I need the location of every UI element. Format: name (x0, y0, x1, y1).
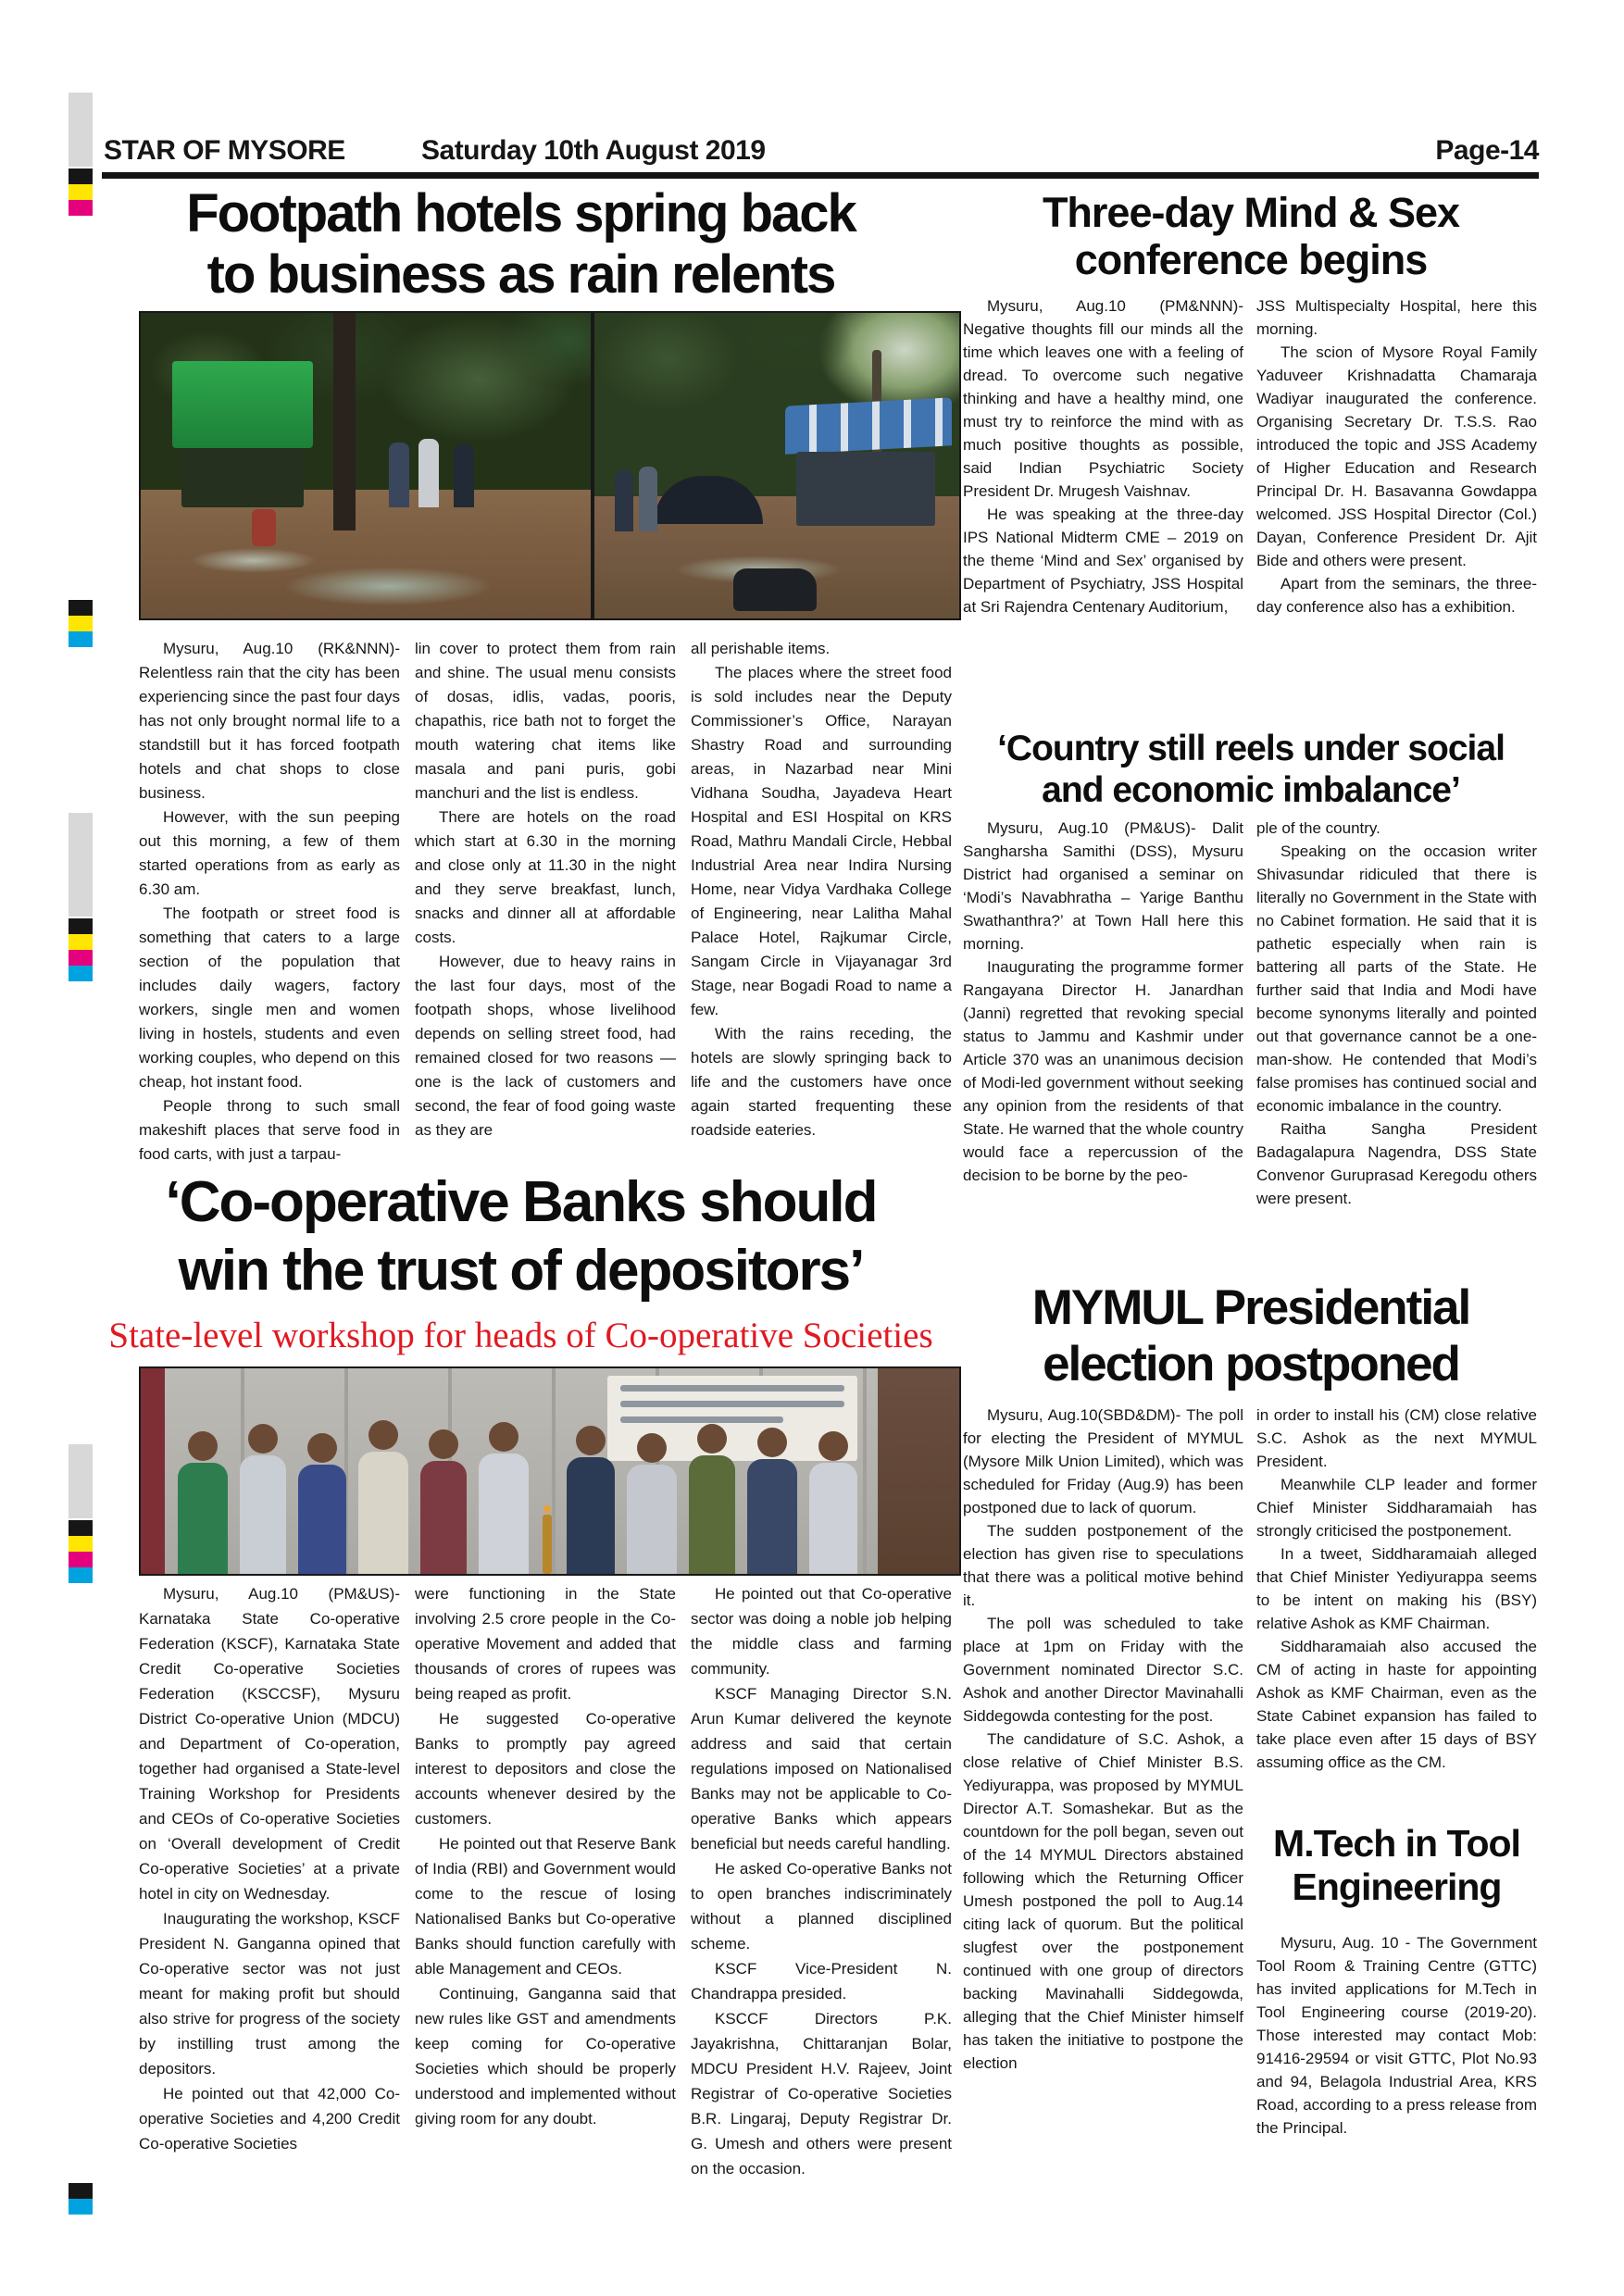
body-paragraph: all perishable items. (691, 640, 831, 657)
body-paragraph: He pointed out that Co-operative sector was doing a noble job helping the middle class and farming community. (691, 1585, 952, 1678)
body-paragraph: The sudden postponement of the election has given rise to speculations that there was a political motive behind it. (963, 1522, 1243, 1609)
registration-cyan-mark (69, 631, 93, 647)
body-paragraph: JSS Multispecialty Hospital, here this morning. (1256, 297, 1537, 338)
person-figure (358, 1420, 408, 1574)
dignitaries-row (178, 1420, 857, 1574)
body-paragraph: Inaugurating the workshop, KSCF President N. Ganganna opined that Co-operative sector was not just meant for making profit but should also strive for progress of the society by instilling trust among the depositors. (139, 1910, 400, 2078)
body-paragraph: Mysuru, Aug.10 (PM&NNN)- Negative thoughts fill our minds all the time which leaves one with a feeling of dread. To overcome such negative thinking and have a healthy mind, one must try to reinforce the mind with as much positive thoughts as possible, said Indian Psychiatric Society President Dr. Mrugesh Vaishnav. (963, 297, 1243, 500)
muddy-ground (141, 490, 591, 618)
body-paragraph: Mysuru, Aug.10(SBD&DM)- The poll for electing the President of MYMUL (Mysore Milk Union Limited), which was scheduled for Friday (Aug.9) has been postponed due to lack of quorum. (963, 1406, 1243, 1516)
headline-line: conference begins (1074, 236, 1428, 283)
body-paragraph: He pointed out that 42,000 Co-operative Societies and 4,200 Credit Co-operative Societies (139, 2085, 400, 2152)
person-figure (639, 467, 657, 531)
registration-grey-bar (69, 813, 93, 917)
body-paragraph: The scion of Mysore Royal Family Yaduveer Krishnadatta Chamaraja Wadiyar inaugurated the conference. Organising Secretary Dr. T.S.S. Rao introduced the topic and JSS Academy of Higher Education and Research Principal Dr. H. Basavanna Gowdappa welcomed. JSS Hospital Director (Col.) Dayan, Conference President Dr. Ajit Bide and others were present. (1256, 343, 1537, 569)
country-column-1 (963, 817, 1243, 1284)
registration-black-mark (69, 1520, 93, 1536)
mind-sex-column-1 (963, 294, 1243, 730)
body-paragraph: In a tweet, Siddharamaiah alleged that Chief Minister Yediyurappa seems to be intent on making his (BSY) relative Ashok as KMF Chairman. (1256, 1545, 1537, 1632)
mind-sex-column-2 (1256, 294, 1537, 730)
cart-body (181, 448, 304, 507)
person-figure (689, 1424, 735, 1574)
headline-line: win the trust of depositors’ (178, 1239, 864, 1303)
body-paragraph: Inaugurating the programme former Rangayana Director H. Janardhan (Janni) regretted that revoking special status to Jammu and Kashmir under Article 370 was an unanimous decision of Modi-led government without seeking any opinion from the residents of that State. He warned that the whole country would face a repercussion of the decision to be borne by the peo- (963, 958, 1243, 1184)
headline-line: to business as rain relents (206, 244, 835, 305)
header-rule (102, 172, 1539, 179)
registration-black-mark (69, 918, 93, 934)
footpath-photo-right (593, 311, 961, 620)
body-paragraph: KSCCF Directors P.K. Jayakrishna, Chittaranjan Bolar, MDCU President H.V. Rajeev, Joint Registrar of Co-operative Societies B.R. Lingaraj, Deputy Registrar Dr. G. Umesh and others were present on the occasion. (691, 2010, 952, 2177)
footpath-photo-left (139, 311, 593, 620)
wooden-door (878, 1368, 959, 1574)
coop-article-headline (102, 1168, 940, 1305)
headline-line: MYMUL Presidential (1031, 1280, 1470, 1335)
person-figure (479, 1422, 529, 1574)
body-paragraph: However, with the sun peeping out this morning, a few of them started operations from as early as 6.30 am. (139, 808, 400, 898)
registration-cyan-mark (69, 2199, 93, 2215)
headline-line: election postponed (1043, 1337, 1459, 1391)
headline-line: Three-day Mind & Sex (1042, 189, 1460, 236)
workshop-photo (139, 1366, 961, 1576)
mind-sex-article-headline (963, 189, 1539, 283)
coop-column-2 (415, 1581, 676, 2220)
cart-body (796, 452, 935, 526)
body-paragraph: KSCF Vice-President N. Chandrappa presided. (691, 1960, 952, 2003)
body-paragraph: The candidature of S.C. Ashok, a close relative of Chief Minister B.S. Yediyurappa, was proposed by MYMUL Director A.T. Somashekar. But as the countdown for the poll began, seven out of the 14 MYMUL Directors abstained following which the Returning Officer Umesh postponed the poll to Aug.14 citing lack of quorum. But the political slugfest over the postponement continued with one group of directors backing Mavinahalli Siddegowda, alleging that the Chief Minister himself has taken the initiative to postpone the election (963, 1730, 1243, 2072)
body-paragraph: Mysuru, Aug.10 (PM&US)- Karnataka State Co-operative Federation (KSCF), Karnataka State Credit Co-operative Societies Federation (KSCCSF), Mysuru District Co-operative Union (MDCU) and Department of Co-operation, together had organised a State-level Training Workshop for Presidents and CEOs of Co-operative Societies on ‘Overall development of Credit Co-operative Societies’ at a private hotel in city on Wednesday. (139, 1585, 400, 1903)
brass-lamp (540, 1505, 555, 1574)
body-paragraph: The places where the street food is sold includes near the Deputy Commissioner’s Office, Narayan Shastry Road and surrounding areas, in Nazarbad near Mini Vidhana Soudha, Jayadeva Heart Hospital and ESI Hospital on KRS Road, Mathru Mandali Circle, Hebbal Industrial Area near Indira Nursing Home, near Vidya Vardhaka College of Engineering, near Lalitha Mahal Palace Hotel, Rajkumar Circle, Sangam Circle in Vijayanagar 3rd Stage, near Bogadi Road to name a few. (691, 664, 952, 1018)
masthead-title: STAR OF MYSORE (104, 135, 345, 166)
body-paragraph: lin cover to protect them from rain and shine. The usual menu consists of dosas, idlis, vadas, pooris, chapathis, rice bath not to forget the mouth watering chat items like masala and pani puris, gobi manchuri and the list is endless. (415, 640, 676, 802)
body-paragraph: in order to install his (CM) close relative S.C. Ashok as the next MYMUL President. (1256, 1406, 1537, 1470)
footpath-column-3 (691, 637, 952, 1172)
body-paragraph: The footpath or street food is something that caters to a large section of the population that includes daily wagers, factory workers, single men and women living in hostels, students and even working couples, who depend on this cheap, hot instant food. (139, 905, 400, 1091)
masthead-page-number: Page-14 (1435, 135, 1539, 166)
body-paragraph: Continuing, Ganganna said that new rules like GST and amendments keep coming for Co-operative Societies which should be properly understood and implemented without giving room for any doubt. (415, 1985, 676, 2128)
body-paragraph: Meanwhile CLP leader and former Chief Minister Siddharamaiah has strongly criticised the postponement. (1256, 1476, 1537, 1540)
headline-line: ‘Co-operative Banks should (165, 1170, 877, 1234)
registration-cyan-mark (69, 966, 93, 981)
registration-yellow-mark (69, 1536, 93, 1552)
body-paragraph: Mysuru, Aug. 10 - The Government Tool Room & Training Centre (GTTC) has invited applications for M.Tech in Tool Engineering course (2019-20). Those interested may contact Mob: 91416-29594 or visit GTTC, Plot No.93 and 94, Belagola Industrial Area, KRS Road, according to a press release from the Principal. (1256, 1934, 1537, 2137)
country-article-headline (963, 728, 1539, 811)
registration-cyan-mark (69, 1567, 93, 1583)
mtech-column-1 (1256, 1931, 1537, 2200)
body-paragraph: He pointed out that Reserve Bank of India (RBI) and Government would come to the rescue of losing Nationalised Banks but Co-operative Banks should function carefully with able Management and CEOs. (415, 1835, 676, 1978)
scooter (733, 568, 817, 611)
body-paragraph: He asked Co-operative Banks not to open branches indiscriminately without a planned disciplined scheme. (691, 1860, 952, 1953)
headline-line: Footpath hotels spring back (186, 183, 856, 243)
body-paragraph: Siddharamaiah also accused the CM of acting in haste for appointing Ashok as KMF Chairman, even as the State Cabinet expansion has failed to take place even after 15 days of BSY assuming office as the CM. (1256, 1638, 1537, 1771)
tree-trunk (333, 313, 356, 530)
person-figure (615, 470, 633, 531)
coop-column-3 (691, 1581, 952, 2220)
registration-grey-bar (69, 1444, 93, 1518)
body-paragraph: Raitha Sangha President Badagalapura Nagendra, DSS State Convenor Guruprasad Keregodu others were present. (1256, 1120, 1537, 1207)
person-figure (178, 1431, 228, 1574)
registration-magenta-mark (69, 950, 93, 966)
body-paragraph: Speaking on the occasion writer Shivasundar ridiculed that there is literally no Government in the State with no Cabinet formation. He said that it is pathetic especially when rain is battering all parts of the State. He further said that India and Modi have become synonyms literally and pointed out that governance cannot be a one-man-show. He contended that Modi’s false promises has continued social and economic imbalance in the country. (1256, 842, 1537, 1115)
body-paragraph: KSCF Managing Director S.N. Arun Kumar delivered the keynote address and said that certain regulations imposed on Nationalised Banks may not be applicable to Co-operative Banks which appears beneficial but needs careful handling. (691, 1685, 952, 1853)
registration-yellow-mark (69, 184, 93, 200)
coop-article-subtitle: State-level workshop for heads of Co-operative Societies (108, 1316, 933, 1355)
body-paragraph: Mysuru, Aug.10 (PM&US)- Dalit Sangharsha Samithi (DSS), Mysuru District had organised a seminar on ‘Modi’s Navabhratha – Yarige Banthu Swathanthra?’ at Town Hall here this morning. (963, 819, 1243, 953)
mymul-article-headline (963, 1279, 1539, 1392)
person-figure (454, 444, 474, 507)
person-figure (809, 1431, 857, 1574)
person-figure (418, 439, 439, 507)
headline-line: ‘Country still reels under social (997, 729, 1505, 768)
body-paragraph: However, due to heavy rains in the last four days, most of the footpath shops, whose livelihood depends on selling street food, had remained closed for two reasons — one is the lack of customers and second, the fear of food going waste as they are (415, 953, 676, 1139)
coop-column-1 (139, 1581, 400, 2220)
masthead-date: Saturday 10th August 2019 (421, 135, 766, 166)
headline-line: and economic imbalance’ (1042, 770, 1460, 810)
body-paragraph: Mysuru, Aug.10 (RK&NNN)- Relentless rain that the city has been experiencing since the past four days has not only brought normal life to a standstill but it has forced footpath hotels and chat shops to close business. (139, 640, 400, 802)
person-figure (298, 1433, 346, 1574)
registration-black-mark (69, 168, 93, 184)
person-figure (389, 443, 409, 507)
country-column-2 (1256, 817, 1537, 1284)
person-figure (627, 1433, 677, 1574)
registration-black-mark (69, 2183, 93, 2199)
blue-tarp-awning (785, 397, 952, 454)
footpath-article-headline (102, 183, 940, 306)
mtech-article-headline (1256, 1822, 1537, 1909)
gas-cylinder (252, 509, 276, 546)
headline-line: Engineering (1292, 1866, 1502, 1908)
body-paragraph: He suggested Co-operative Banks to promptly pay agreed interest to depositors and close the accounts whenever desired by the customers. (415, 1710, 676, 1828)
mymul-column-1 (963, 1404, 1243, 2177)
registration-magenta-mark (69, 200, 93, 216)
registration-yellow-mark (69, 616, 93, 631)
body-paragraph: were functioning in the State involving 2.5 crore people in the Co-operative Movement and added that thousands of crores of rupees was being reaped as profit. (415, 1585, 676, 1703)
registration-black-mark (69, 600, 93, 616)
green-tarpaulin-cart (172, 361, 313, 448)
footpath-column-2 (415, 637, 676, 1172)
banner-text-line (620, 1385, 844, 1391)
person-figure (420, 1429, 467, 1574)
body-paragraph: There are hotels on the road which start at 6.30 in the morning and close only at 11.30 in the night and they serve breakfast, lunch, snacks and dinner all at affordable costs. (415, 808, 676, 946)
body-paragraph: The poll was scheduled to take place at 1pm on Friday with the Government nominated Director S.C. Ashok and another Director Mavinahalli Siddegowda contesting for the post. (963, 1615, 1243, 1725)
body-paragraph: Apart from the seminars, the three-day conference also has a exhibition. (1256, 575, 1537, 616)
registration-yellow-mark (69, 934, 93, 950)
banner-text-line (620, 1401, 844, 1407)
registration-magenta-mark (69, 1552, 93, 1567)
footpath-column-1 (139, 637, 400, 1172)
body-paragraph: He was speaking at the three-day IPS National Midterm CME – 2019 on the theme ‘Mind and Sex’ organised by Department of Psychiatry, JSS Hospital at Sri Rajendra Centenary Auditorium, (963, 505, 1243, 616)
person-figure (747, 1428, 797, 1574)
body-paragraph: People throng to such small makeshift places that serve food in food carts, with just a tarpau- (139, 1097, 400, 1163)
mymul-column-2 (1256, 1404, 1537, 1811)
body-paragraph: ple of the country. (1256, 819, 1380, 837)
registration-grey-bar (69, 93, 93, 167)
person-figure (240, 1424, 286, 1574)
stage-curtain (141, 1368, 165, 1574)
person-figure (567, 1426, 615, 1574)
headline-line: M.Tech in Tool (1273, 1822, 1520, 1865)
body-paragraph: With the rains receding, the hotels are slowly springing back to life and the customers have once again started frequenting these roadside eateries. (691, 1025, 952, 1139)
